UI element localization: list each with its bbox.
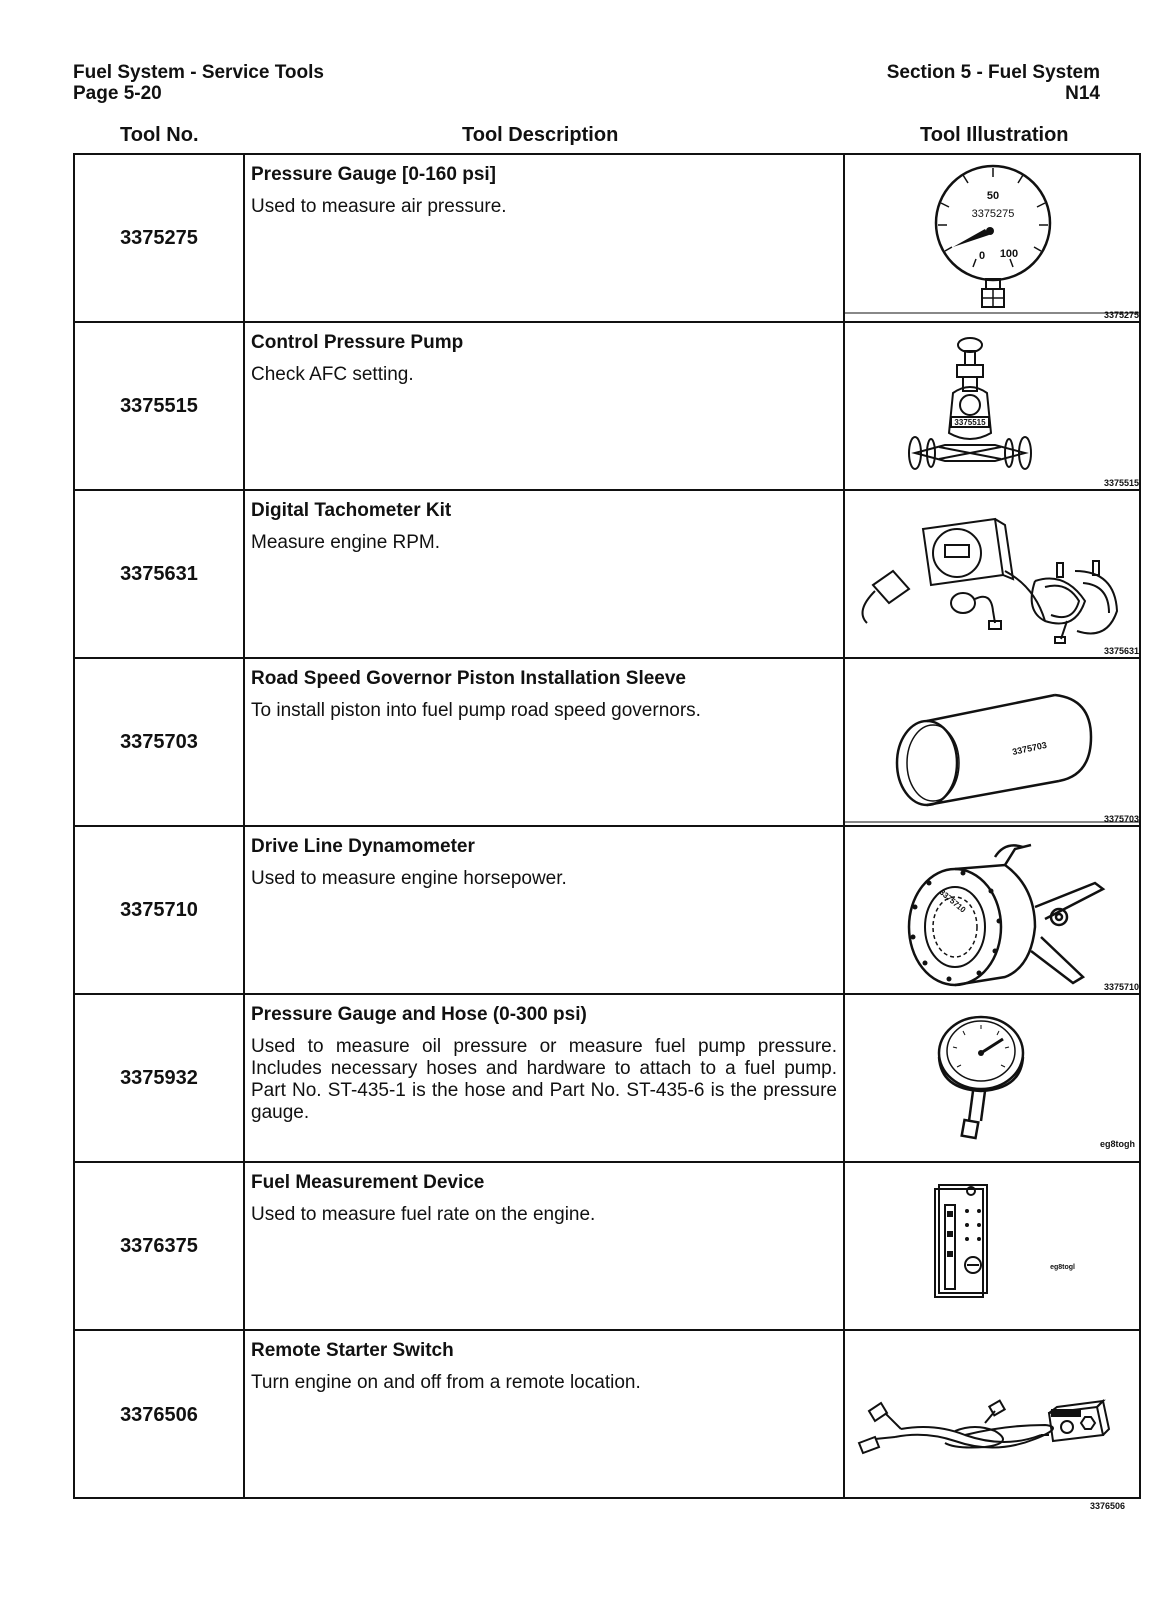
tool-text: Used to measure engine horsepower. bbox=[251, 868, 567, 889]
tools-table bbox=[73, 153, 1141, 1499]
pump-part-label: 3375515 bbox=[954, 418, 986, 427]
tool-text: Used to measure oil pressure or measure fuel pump pressure. Includes necessary hoses and hardware to attach to a fuel pump. Part No. ST-435-1 is the hose and Part No. ST-435-6 is the pressure gauge. bbox=[251, 1036, 837, 1123]
header-right bbox=[887, 62, 1100, 104]
table-row bbox=[75, 827, 1139, 995]
tool-name: Drive Line Dynamometer bbox=[251, 836, 475, 857]
figure-id: eg8togh bbox=[1100, 1139, 1135, 1149]
tool-illustration bbox=[845, 491, 1141, 657]
table-row bbox=[75, 155, 1139, 323]
tool-description bbox=[245, 827, 845, 993]
table-row bbox=[75, 1331, 1139, 1499]
tool-number: 3375710 bbox=[75, 827, 245, 993]
figure-id: 3375631 bbox=[1103, 646, 1139, 656]
tool-text: Turn engine on and off from a remote location. bbox=[251, 1372, 641, 1393]
tool-number: 3375631 bbox=[75, 491, 245, 657]
tool-description bbox=[245, 1331, 845, 1499]
tool-number: 3375703 bbox=[75, 659, 245, 825]
page-number: Page 5-20 bbox=[73, 83, 162, 104]
tool-name: Remote Starter Switch bbox=[251, 1340, 454, 1361]
gauge-part-label: 3375275 bbox=[971, 208, 1015, 220]
column-header-tool-no: Tool No. bbox=[120, 124, 199, 146]
tachometer-kit-icon bbox=[845, 491, 1141, 657]
table-row bbox=[75, 1163, 1139, 1331]
tool-name: Road Speed Governor Piston Installation Sleeve bbox=[251, 668, 686, 689]
tool-text: Used to measure air pressure. bbox=[251, 196, 507, 217]
pressure-gauge-icon bbox=[845, 155, 1141, 321]
tool-description bbox=[245, 1163, 845, 1329]
table-row bbox=[75, 659, 1139, 827]
tool-text: Measure engine RPM. bbox=[251, 532, 441, 553]
tool-illustration bbox=[845, 1163, 1141, 1329]
gauge-hose-icon bbox=[845, 995, 1141, 1161]
header-left bbox=[73, 62, 324, 104]
tool-description bbox=[245, 323, 845, 489]
tool-description bbox=[245, 995, 845, 1161]
gauge-scale-high: 100 bbox=[999, 248, 1019, 260]
tool-illustration bbox=[845, 323, 1141, 489]
tool-name: Fuel Measurement Device bbox=[251, 1172, 485, 1193]
tool-name: Digital Tachometer Kit bbox=[251, 500, 452, 521]
figure-id: 3376506 bbox=[1090, 1501, 1126, 1511]
section-title: Section 5 - Fuel System bbox=[886, 62, 1100, 83]
starter-switch-icon bbox=[845, 1331, 1141, 1497]
column-header-illustration: Tool Illustration bbox=[920, 124, 1069, 146]
tool-number: 3376375 bbox=[75, 1163, 245, 1329]
pressure-pump-icon bbox=[845, 323, 1141, 489]
figure-id: eg8togl bbox=[1050, 1264, 1075, 1271]
fuel-measurement-icon bbox=[845, 1163, 1141, 1329]
tool-illustration bbox=[845, 659, 1141, 825]
tool-illustration bbox=[845, 155, 1141, 321]
tool-text: To install piston into fuel pump road speed governors. bbox=[251, 700, 701, 721]
dynamometer-icon bbox=[845, 827, 1141, 993]
tool-name: Pressure Gauge and Hose (0-300 psi) bbox=[251, 1004, 587, 1025]
figure-id: 3375710 bbox=[1103, 982, 1139, 992]
tool-name: Pressure Gauge [0-160 psi] bbox=[251, 164, 496, 185]
tool-number: 3375515 bbox=[75, 323, 245, 489]
tool-illustration bbox=[845, 827, 1141, 993]
table-row bbox=[75, 491, 1139, 659]
dyno-part-label: 3375710 bbox=[937, 887, 968, 915]
tool-number: 3375932 bbox=[75, 995, 245, 1161]
figure-id: 3375515 bbox=[1103, 478, 1139, 488]
gauge-scale-top: 50 bbox=[986, 190, 1000, 202]
table-row bbox=[75, 995, 1139, 1163]
tool-text: Check AFC setting. bbox=[251, 364, 414, 385]
gauge-scale-low: 0 bbox=[978, 250, 986, 262]
sleeve-icon bbox=[845, 659, 1141, 825]
tool-description bbox=[245, 155, 845, 321]
tool-number: 3376506 bbox=[75, 1331, 245, 1499]
engine-model: N14 bbox=[1065, 83, 1100, 104]
tool-description bbox=[245, 659, 845, 825]
tool-number: 3375275 bbox=[75, 155, 245, 321]
figure-id: 3375703 bbox=[1103, 814, 1139, 824]
document-title: Fuel System - Service Tools bbox=[73, 62, 324, 83]
tool-text: Used to measure fuel rate on the engine. bbox=[251, 1204, 596, 1225]
sleeve-part-label: 3375703 bbox=[1011, 739, 1048, 757]
tool-name: Control Pressure Pump bbox=[251, 332, 464, 353]
tool-illustration bbox=[845, 995, 1141, 1161]
figure-id: 3375275 bbox=[1103, 310, 1139, 320]
table-row bbox=[75, 323, 1139, 491]
tool-illustration bbox=[845, 1331, 1141, 1499]
tool-description bbox=[245, 491, 845, 657]
column-header-description: Tool Description bbox=[462, 124, 619, 146]
